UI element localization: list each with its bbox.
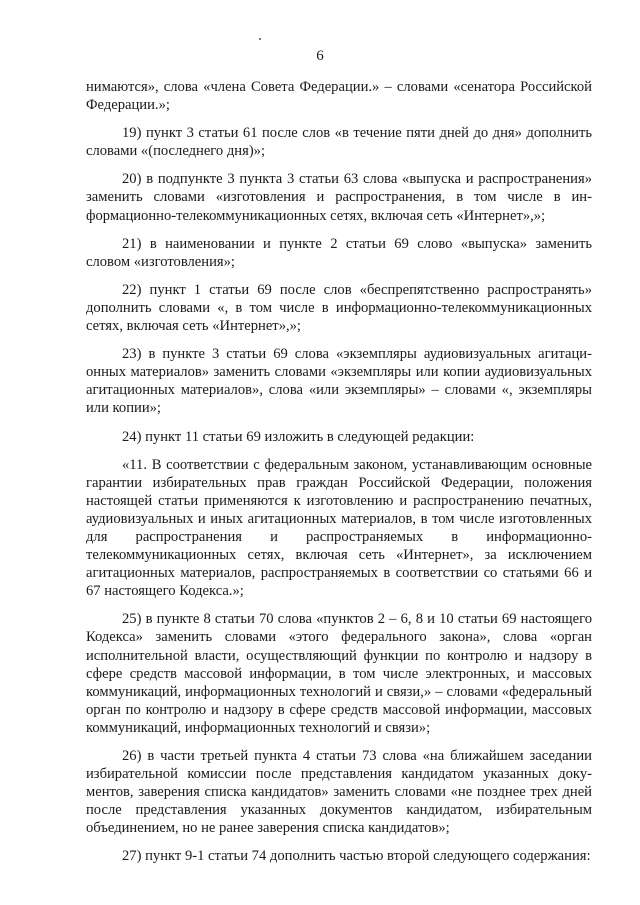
paragraph-item-25: 25) в пункте 8 статьи 70 слова «пунктов 2 – 6, 8 и 10 статьи 69 настоящего Кодекса» заменить словами «этого федерального закона», слова «орган исполнительной власти, осуществляющий функции по контролю и надзору в сфере средств массовой информации, в том числе электронных, и массовых коммуникаций, информационных технологий и связи,» – словами «федеральный орган по контролю и надзору в сфере средств массовой информации, массовых коммуникаций, информационных технологий и связи»; bbox=[86, 611, 592, 736]
paragraph-item-24: 24) пункт 11 статьи 69 изложить в следующей редакции: bbox=[122, 428, 475, 445]
scan-speck bbox=[259, 38, 261, 40]
paragraph-continuation: нимаются», слова «члена Совета Федерации.» – словами «сенатора Российской Федерации.»; bbox=[86, 79, 592, 114]
paragraph-item-26: 26) в части третьей пункта 4 статьи 73 слова «на ближайшем заседании избирательной комиссии после представления кандидатом указанных документов, заверения списка кандидатов» заменить словами «не позднее трех дней после представления указанных документов кандидатом, избирательным объединением, но не ранее заверения списка кандидатов»; bbox=[86, 748, 592, 837]
paragraph-item-27: 27) пункт 9-1 статьи 74 дополнить частью второй следующего содержания: bbox=[122, 848, 591, 865]
paragraph-item-23: 23) в пункте 3 статьи 69 слова «экземпляры аудиовизуальных агитационных материалов» заменить словами «экземпляры или копии аудиовизуальных агитационных материалов», слова «или экземпляры» – словами «, экземпляры или копии»; bbox=[86, 346, 592, 417]
paragraph-quoted-clause-11: «11. В соответствии с федеральным законом, устанавливающим основные гарантии избирательных прав граждан Российской Федерации, положения настоящей статьи применяются к изготовлению и распространению печатных, аудиовизуальных и иных агитационных материалов, в том числе изготовленных для распространения и распространяемых в информационно-телекоммуникационных сетях, включая сеть «Интернет», за исключением агитационных материалов, распространяемых в соответствии со статьями 66 и 67 настоящего Кодекса.»; bbox=[86, 456, 592, 600]
document-body bbox=[86, 78, 592, 876]
paragraph-item-20: 20) в подпункте 3 пункта 3 статьи 63 слова «выпуска и распространения» заменить словами «изготовления и распространения, в том числе в информационно-телекоммуникационных сетях, включая сеть «Интернет»,»; bbox=[86, 171, 592, 224]
page-number: 6 bbox=[316, 48, 324, 64]
paragraph-item-19: 19) пункт 3 статьи 61 после слов «в течение пяти дней до дня» дополнить словами «(последнего дня)»; bbox=[86, 125, 592, 160]
paragraph-item-21: 21) в наименовании и пункте 2 статьи 69 слово «выпуска» заменить словом «изготовления»; bbox=[86, 235, 592, 270]
paragraph-item-22: 22) пункт 1 статьи 69 после слов «беспрепятственно распространять» дополнить словами «, в том числе в информационно-телекоммуникационных сетях, включая сеть «Интернет»,»; bbox=[86, 281, 592, 335]
